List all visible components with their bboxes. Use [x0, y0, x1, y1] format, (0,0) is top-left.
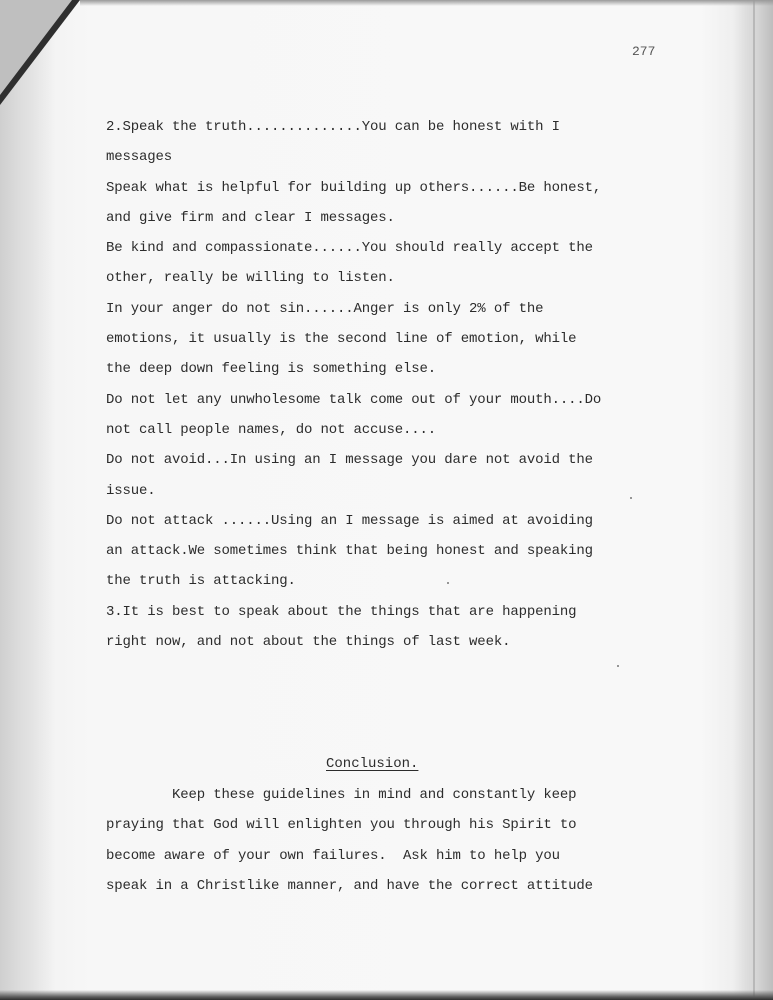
top-page-edge	[80, 0, 773, 6]
page-number: 277	[632, 44, 656, 59]
text-line: become aware of your own failures. Ask him to help you	[106, 847, 560, 864]
text-line: praying that God will enlighten you through his Spirit to	[106, 817, 577, 834]
text-line: Do not avoid...In using an I message you dare not avoid the	[106, 452, 593, 469]
folded-corner-highlight	[0, 0, 72, 95]
conclusion-heading: Conclusion.	[326, 756, 419, 772]
text-line: and give firm and clear I messages.	[106, 209, 395, 226]
text-line: Do not attack ......Using an I message is aimed at avoiding	[106, 512, 593, 529]
text-line: not call people names, do not accuse....	[106, 421, 437, 438]
text-line: In your anger do not sin......Anger is only 2% of the	[106, 300, 544, 317]
text-line: emotions, it usually is the second line of emotion, while	[106, 331, 577, 348]
body-text	[106, 116, 666, 661]
right-page-edge	[733, 0, 773, 1000]
text-line: Keep these guidelines in mind and constantly keep	[106, 787, 577, 803]
text-line: Be kind and compassionate......You should really accept the	[106, 240, 593, 257]
scan-speck	[617, 665, 619, 667]
text-line: issue.	[106, 482, 156, 499]
text-line: Do not let any unwholesome talk come out of your mouth....Do	[106, 391, 602, 408]
text-line: right now, and not about the things of last week.	[106, 634, 511, 651]
left-margin-shadow	[0, 0, 55, 1000]
bottom-page-edge	[0, 990, 773, 1000]
text-line: the deep down feeling is something else.	[106, 361, 437, 378]
text-line: 3.It is best to speak about the things that are happening	[106, 603, 577, 620]
text-line: Speak what is helpful for building up others......Be honest,	[106, 179, 602, 196]
text-line: the truth is attacking.	[106, 573, 296, 590]
text-line: other, really be willing to listen.	[106, 270, 395, 287]
text-line: speak in a Christlike manner, and have the correct attitude	[106, 877, 593, 894]
text-line: 2.Speak the truth..............You can be honest with I	[106, 119, 560, 135]
text-line: an attack.We sometimes think that being honest and speaking	[106, 543, 593, 560]
conclusion-paragraph	[106, 784, 666, 905]
text-line: messages	[106, 149, 173, 166]
